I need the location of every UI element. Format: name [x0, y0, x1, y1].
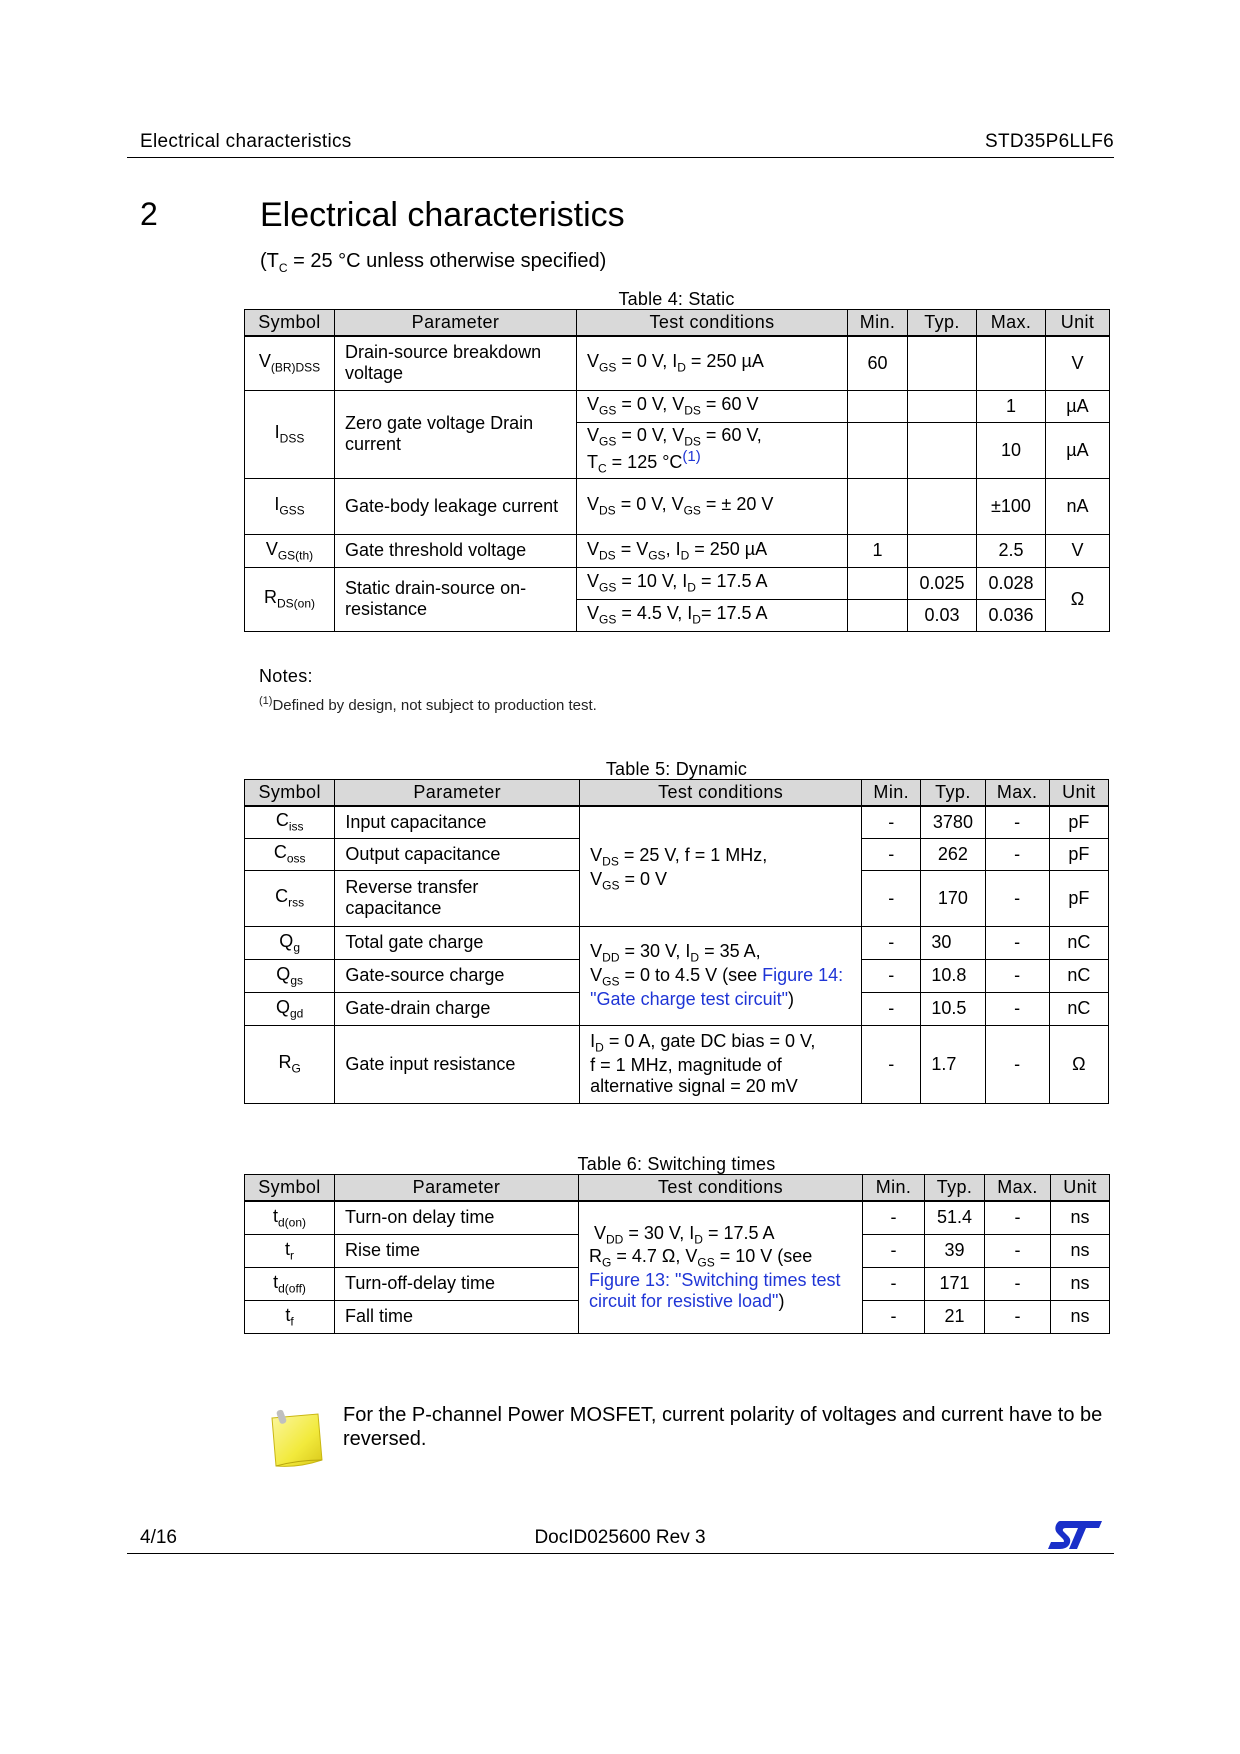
max-cell: -: [985, 926, 1049, 959]
max-cell: 1: [977, 390, 1046, 422]
parameter-cell: Reverse transfer capacitance: [335, 870, 580, 926]
col-header: Max.: [977, 310, 1046, 337]
notes-heading: Notes:: [259, 666, 313, 686]
table-header-row: [245, 1175, 1110, 1202]
max-cell: -: [985, 838, 1049, 870]
typ-cell: 30: [921, 926, 985, 959]
parameter-cell: Gate-source charge: [335, 959, 580, 992]
unit-cell: Ω: [1046, 567, 1110, 631]
symbol-cell: $Q_{gd}$: [245, 992, 335, 1025]
max-cell: -: [985, 1025, 1049, 1103]
col-header: Symbol: [245, 1175, 335, 1202]
symbol-cell: $I_{DSS}$: [245, 390, 335, 478]
max-cell: -: [985, 1300, 1051, 1333]
section-number: 2: [140, 196, 158, 232]
min-cell: -: [862, 959, 921, 992]
min-cell: -: [862, 926, 921, 959]
unit-cell: pF: [1049, 870, 1108, 926]
unit-cell: nC: [1049, 992, 1108, 1025]
unit-cell: pF: [1049, 806, 1108, 838]
typ-cell: 51.4: [925, 1201, 985, 1234]
table-header-row: [245, 780, 1109, 807]
min-cell: [848, 390, 908, 422]
condition-cell: $V_{DS} = V_{GS}$, $I_D = 250$ µA: [577, 534, 848, 567]
max-cell: 2.5: [977, 534, 1046, 567]
min-cell: -: [863, 1201, 925, 1234]
section-title: Electrical characteristics: [260, 196, 625, 234]
typ-cell: [908, 422, 977, 478]
symbol-cell: $C_{iss}$: [245, 806, 335, 838]
parameter-cell: Static drain-source on-resistance: [335, 567, 577, 631]
typ-cell: 10.5: [921, 992, 985, 1025]
min-cell: -: [862, 806, 921, 838]
running-header-left: Electrical characteristics: [140, 131, 352, 152]
table-row: [245, 1025, 1109, 1103]
typ-cell: [908, 336, 977, 390]
table-static: [244, 309, 1110, 632]
col-header: Symbol: [245, 310, 335, 337]
col-header: Max.: [985, 1175, 1051, 1202]
parameter-cell: Gate threshold voltage: [335, 534, 577, 567]
max-cell: -: [985, 1267, 1051, 1300]
symbol-cell: $C_{oss}$: [245, 838, 335, 870]
symbol-cell: $Q_{gs}$: [245, 959, 335, 992]
max-cell: -: [985, 959, 1049, 992]
max-cell: -: [985, 806, 1049, 838]
condition-cell: $V_{DS} = 0$ V, $V_{GS}$ = ± 20 V: [577, 478, 848, 534]
table-row: [245, 534, 1110, 567]
parameter-cell: Turn-on delay time: [335, 1201, 579, 1234]
min-cell: -: [862, 870, 921, 926]
table-row: [245, 336, 1110, 390]
col-header: Min.: [862, 780, 921, 807]
min-cell: [848, 422, 908, 478]
col-header: Parameter: [335, 780, 580, 807]
col-header: Max.: [985, 780, 1049, 807]
condition-cell: $V_{DD} = 30$ V, $I_D = 35$ A, $V_{GS} = 0$ to 4.5 V (see Figure 14: "Gate charge test circuit"): [580, 926, 862, 1025]
unit-cell: ns: [1051, 1267, 1110, 1300]
min-cell: -: [862, 1025, 921, 1103]
sticky-note-icon: [268, 1408, 326, 1475]
table-row: [245, 390, 1110, 422]
symbol-cell: $C_{rss}$: [245, 870, 335, 926]
col-header: Typ.: [921, 780, 985, 807]
col-header: Unit: [1051, 1175, 1110, 1202]
table-switching: [244, 1174, 1110, 1334]
unit-cell: µA: [1046, 390, 1110, 422]
unit-cell: nA: [1046, 478, 1110, 534]
max-cell: 0.036: [977, 599, 1046, 631]
symbol-cell: $V_{(BR)DSS}$: [245, 336, 335, 390]
table-header-row: [245, 310, 1110, 337]
col-header: Min.: [863, 1175, 925, 1202]
table-static-caption: Table 4: Static: [618, 289, 735, 309]
col-header: Test conditions: [580, 780, 862, 807]
min-cell: 1: [848, 534, 908, 567]
symbol-cell: $t_f$: [245, 1300, 335, 1333]
unit-cell: pF: [1049, 838, 1108, 870]
typ-cell: [908, 478, 977, 534]
footer-rule: [127, 1553, 1114, 1554]
symbol-cell: $R_{DS(on)}$: [245, 567, 335, 631]
col-header: Typ.: [925, 1175, 985, 1202]
unit-cell: nC: [1049, 926, 1108, 959]
document-id: DocID025600 Rev 3: [534, 1527, 706, 1548]
typ-cell: 21: [925, 1300, 985, 1333]
unit-cell: ns: [1051, 1234, 1110, 1267]
col-header: Parameter: [335, 1175, 579, 1202]
table-row: [245, 1201, 1110, 1234]
table-row: [245, 567, 1110, 599]
typ-cell: 262: [921, 838, 985, 870]
col-header: Min.: [848, 310, 908, 337]
running-header-right: STD35P6LLF6: [985, 131, 1114, 152]
typ-cell: 1.7: [921, 1025, 985, 1103]
table-row: [245, 478, 1110, 534]
condition-cell: $I_D = 0$ A, gate DC bias = 0 V, f = 1 MHz, magnitude of alternative signal = 20 mV: [580, 1025, 862, 1103]
unit-cell: V: [1046, 336, 1110, 390]
unit-cell: ns: [1051, 1201, 1110, 1234]
min-cell: [848, 478, 908, 534]
condition-cell: $V_{DS} = 25$ V, f = 1 MHz, $V_{GS} = 0$ V: [580, 806, 862, 926]
condition-cell: $V_{GS} = 0$ V, $I_D = 250$ µA: [577, 336, 848, 390]
condition-cell: $V_{GS} = 0$ V, $V_{DS} = 60$ V: [577, 390, 848, 422]
min-cell: [848, 599, 908, 631]
unit-cell: V: [1046, 534, 1110, 567]
typ-cell: 0.03: [908, 599, 977, 631]
min-cell: 60: [848, 336, 908, 390]
table-dynamic-caption: Table 5: Dynamic: [605, 759, 748, 779]
table-static-caption-wrap: [244, 289, 1109, 310]
min-cell: -: [863, 1267, 925, 1300]
typ-cell: 170: [921, 870, 985, 926]
unit-cell: µA: [1046, 422, 1110, 478]
typ-cell: [908, 534, 977, 567]
max-cell: 0.028: [977, 567, 1046, 599]
symbol-cell: $R_G$: [245, 1025, 335, 1103]
symbol-cell: $t_r$: [245, 1234, 335, 1267]
parameter-cell: Gate-body leakage current: [335, 478, 577, 534]
col-header: Unit: [1049, 780, 1108, 807]
col-header: Unit: [1046, 310, 1110, 337]
table-row: [245, 806, 1109, 838]
symbol-cell: $V_{GS(th)}$: [245, 534, 335, 567]
condition-cell: $V_{GS} = 10$ V, $I_D = 17.5$ A: [577, 567, 848, 599]
condition-cell: $V_{GS} = 4.5$ V, $I_D= 17.5$ A: [577, 599, 848, 631]
col-header: Parameter: [335, 310, 577, 337]
max-cell: -: [985, 1234, 1051, 1267]
parameter-cell: Input capacitance: [335, 806, 580, 838]
max-cell: 10: [977, 422, 1046, 478]
parameter-cell: Rise time: [335, 1234, 579, 1267]
section-condition: ($T_C = 25$ °C unless otherwise specified): [260, 250, 607, 275]
max-cell: -: [985, 992, 1049, 1025]
parameter-cell: Drain-source breakdown voltage: [335, 336, 577, 390]
max-cell: -: [985, 1201, 1051, 1234]
parameter-cell: Gate input resistance: [335, 1025, 580, 1103]
unit-cell: nC: [1049, 959, 1108, 992]
condition-cell: $V_{DD} = 30$ V, $I_D = 17.5$ A $R_G = 4.7$ Ω, $V_{GS} = 10$ V (see Figure 13: "Switching times test circuit for resistive load"): [579, 1201, 863, 1333]
symbol-cell: $t_{d(on)}$: [245, 1201, 335, 1234]
symbol-cell: $t_{d(off)}$: [245, 1267, 335, 1300]
parameter-cell: Fall time: [335, 1300, 579, 1333]
condition-cell: $V_{GS} = 0$ V, $V_{DS} = 60$ V, $T_C = 125$ $^\circ C^{(1)}$: [577, 422, 848, 478]
typ-cell: 10.8: [921, 959, 985, 992]
table-row: [245, 926, 1109, 959]
symbol-cell: $Q_g$: [245, 926, 335, 959]
parameter-cell: Zero gate voltage Drain current: [335, 390, 577, 478]
parameter-cell: Total gate charge: [335, 926, 580, 959]
col-header: Typ.: [908, 310, 977, 337]
st-logo: [1046, 1518, 1104, 1557]
symbol-cell: $I_{GSS}$: [245, 478, 335, 534]
min-cell: -: [862, 992, 921, 1025]
parameter-cell: Turn-off-delay time: [335, 1267, 579, 1300]
header-rule: [127, 157, 1114, 158]
max-cell: -: [985, 870, 1049, 926]
min-cell: -: [862, 838, 921, 870]
parameter-cell: Output capacitance: [335, 838, 580, 870]
remark-text: For the P-channel Power MOSFET, current polarity of voltages and current have to be reversed.: [343, 1404, 1103, 1450]
table-dynamic-caption-wrap: [244, 759, 1109, 780]
typ-cell: 171: [925, 1267, 985, 1300]
typ-cell: [908, 390, 977, 422]
page-number: 4/16: [140, 1527, 177, 1548]
notes-text: $^{(1)}$Defined by design, not subject to production test.: [259, 695, 597, 714]
table-switching-caption-wrap: [244, 1154, 1109, 1175]
unit-cell: ns: [1051, 1300, 1110, 1333]
parameter-cell: Gate-drain charge: [335, 992, 580, 1025]
typ-cell: 0.025: [908, 567, 977, 599]
min-cell: [848, 567, 908, 599]
unit-cell: Ω: [1049, 1025, 1108, 1103]
typ-cell: 39: [925, 1234, 985, 1267]
col-header: Symbol: [245, 780, 335, 807]
table-dynamic: [244, 779, 1109, 1104]
col-header: Test conditions: [577, 310, 848, 337]
max-cell: ±100: [977, 478, 1046, 534]
min-cell: -: [863, 1234, 925, 1267]
min-cell: -: [863, 1300, 925, 1333]
max-cell: [977, 336, 1046, 390]
col-header: Test conditions: [579, 1175, 863, 1202]
typ-cell: 3780: [921, 806, 985, 838]
table-switching-caption: Table 6: Switching times: [577, 1154, 776, 1174]
